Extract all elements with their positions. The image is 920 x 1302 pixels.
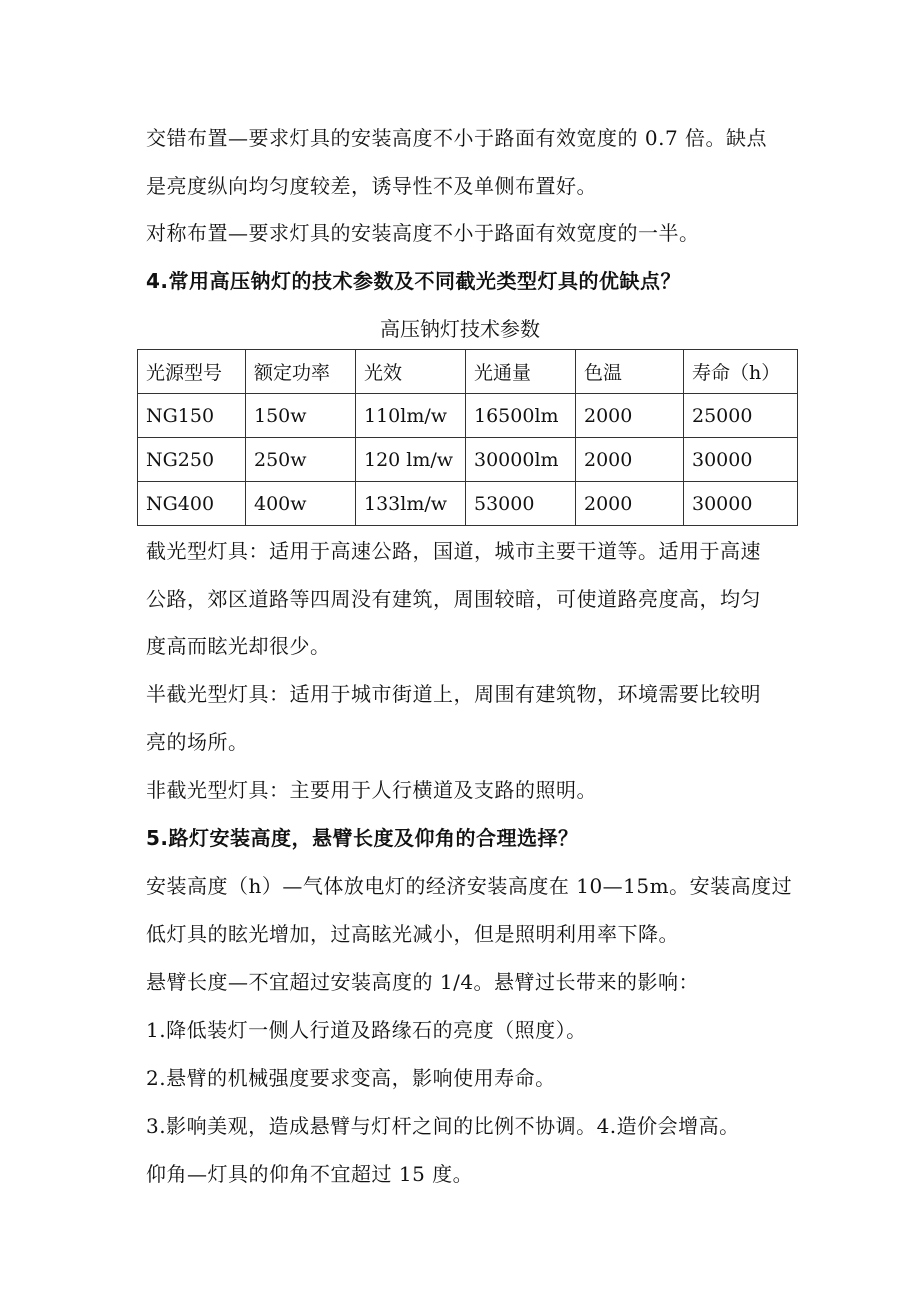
parameters-table [137, 349, 798, 526]
table-cell: NG250 [138, 438, 246, 482]
table-header-row [138, 350, 798, 394]
table-cell: 16500lm [466, 394, 576, 438]
section-heading-4: 4.常用高压钠灯的技术参数及不同截光类型灯具的优缺点？ [146, 269, 682, 293]
table-cell: NG150 [138, 394, 246, 438]
table-cell: 25000 [684, 394, 798, 438]
table-header-cell: 光源型号 [138, 350, 246, 394]
table-cell: 400w [246, 482, 356, 526]
table-header-cell: 寿命（h） [684, 350, 798, 394]
table-cell: 120 lm/w [356, 438, 466, 482]
table-cell: 150w [246, 394, 356, 438]
table-cell: 110lm/w [356, 394, 466, 438]
paragraph-line: 3.影响美观，造成悬臂与灯杆之间的比例不协调。4.造价会增高。 [146, 1114, 740, 1138]
table-header-cell: 色温 [576, 350, 684, 394]
paragraph-line: 度高而眩光却很少。 [146, 634, 331, 658]
table-header-cell: 额定功率 [246, 350, 356, 394]
paragraph-line: 是亮度纵向均匀度较差，诱导性不及单侧布置好。 [146, 174, 597, 198]
table-cell: 2000 [576, 482, 684, 526]
table-cell: 2000 [576, 394, 684, 438]
section-heading-5: 5.路灯安装高度，悬臂长度及仰角的合理选择？ [146, 826, 579, 850]
table-caption: 高压钠灯技术参数 [380, 317, 540, 341]
paragraph-line: 仰角—灯具的仰角不宜超过 15 度。 [146, 1162, 474, 1186]
paragraph-line: 半截光型灯具：适用于城市街道上，周围有建筑物，环境需要比较明 [146, 682, 761, 706]
paragraph-line: 低灯具的眩光增加，过高眩光减小，但是照明利用率下降。 [146, 922, 679, 946]
paragraph-line: 悬臂长度—不宜超过安装高度的 1/4。悬臂过长带来的影响： [146, 970, 700, 994]
paragraph-line: 非截光型灯具：主要用于人行横道及支路的照明。 [146, 778, 597, 802]
table-header-cell: 光效 [356, 350, 466, 394]
paragraph-line: 亮的场所。 [146, 730, 249, 754]
table-cell: 53000 [466, 482, 576, 526]
table-cell: 30000lm [466, 438, 576, 482]
paragraph-line: 交错布置—要求灯具的安装高度不小于路面有效宽度的 0.7 倍。缺点 [146, 126, 768, 150]
paragraph-line: 安装高度（h）—气体放电灯的经济安装高度在 10—15m。安装高度过 [146, 874, 793, 898]
paragraph-line: 对称布置—要求灯具的安装高度不小于路面有效宽度的一半。 [146, 221, 700, 245]
table-row [138, 482, 798, 526]
table-cell: 30000 [684, 438, 798, 482]
paragraph-line: 截光型灯具：适用于高速公路，国道，城市主要干道等。适用于高速 [146, 539, 761, 563]
table-cell: 2000 [576, 438, 684, 482]
table-header-cell: 光通量 [466, 350, 576, 394]
table-cell: 133lm/w [356, 482, 466, 526]
table-cell: 250w [246, 438, 356, 482]
table-cell: 30000 [684, 482, 798, 526]
paragraph-line: 1.降低装灯一侧人行道及路缘石的亮度（照度）。 [146, 1018, 587, 1042]
table-row [138, 394, 798, 438]
table-row [138, 438, 798, 482]
paragraph-line: 2.悬臂的机械强度要求变高，影响使用寿命。 [146, 1066, 556, 1090]
table-cell: NG400 [138, 482, 246, 526]
paragraph-line: 公路，郊区道路等四周没有建筑，周围较暗，可使道路亮度高，均匀 [146, 587, 761, 611]
